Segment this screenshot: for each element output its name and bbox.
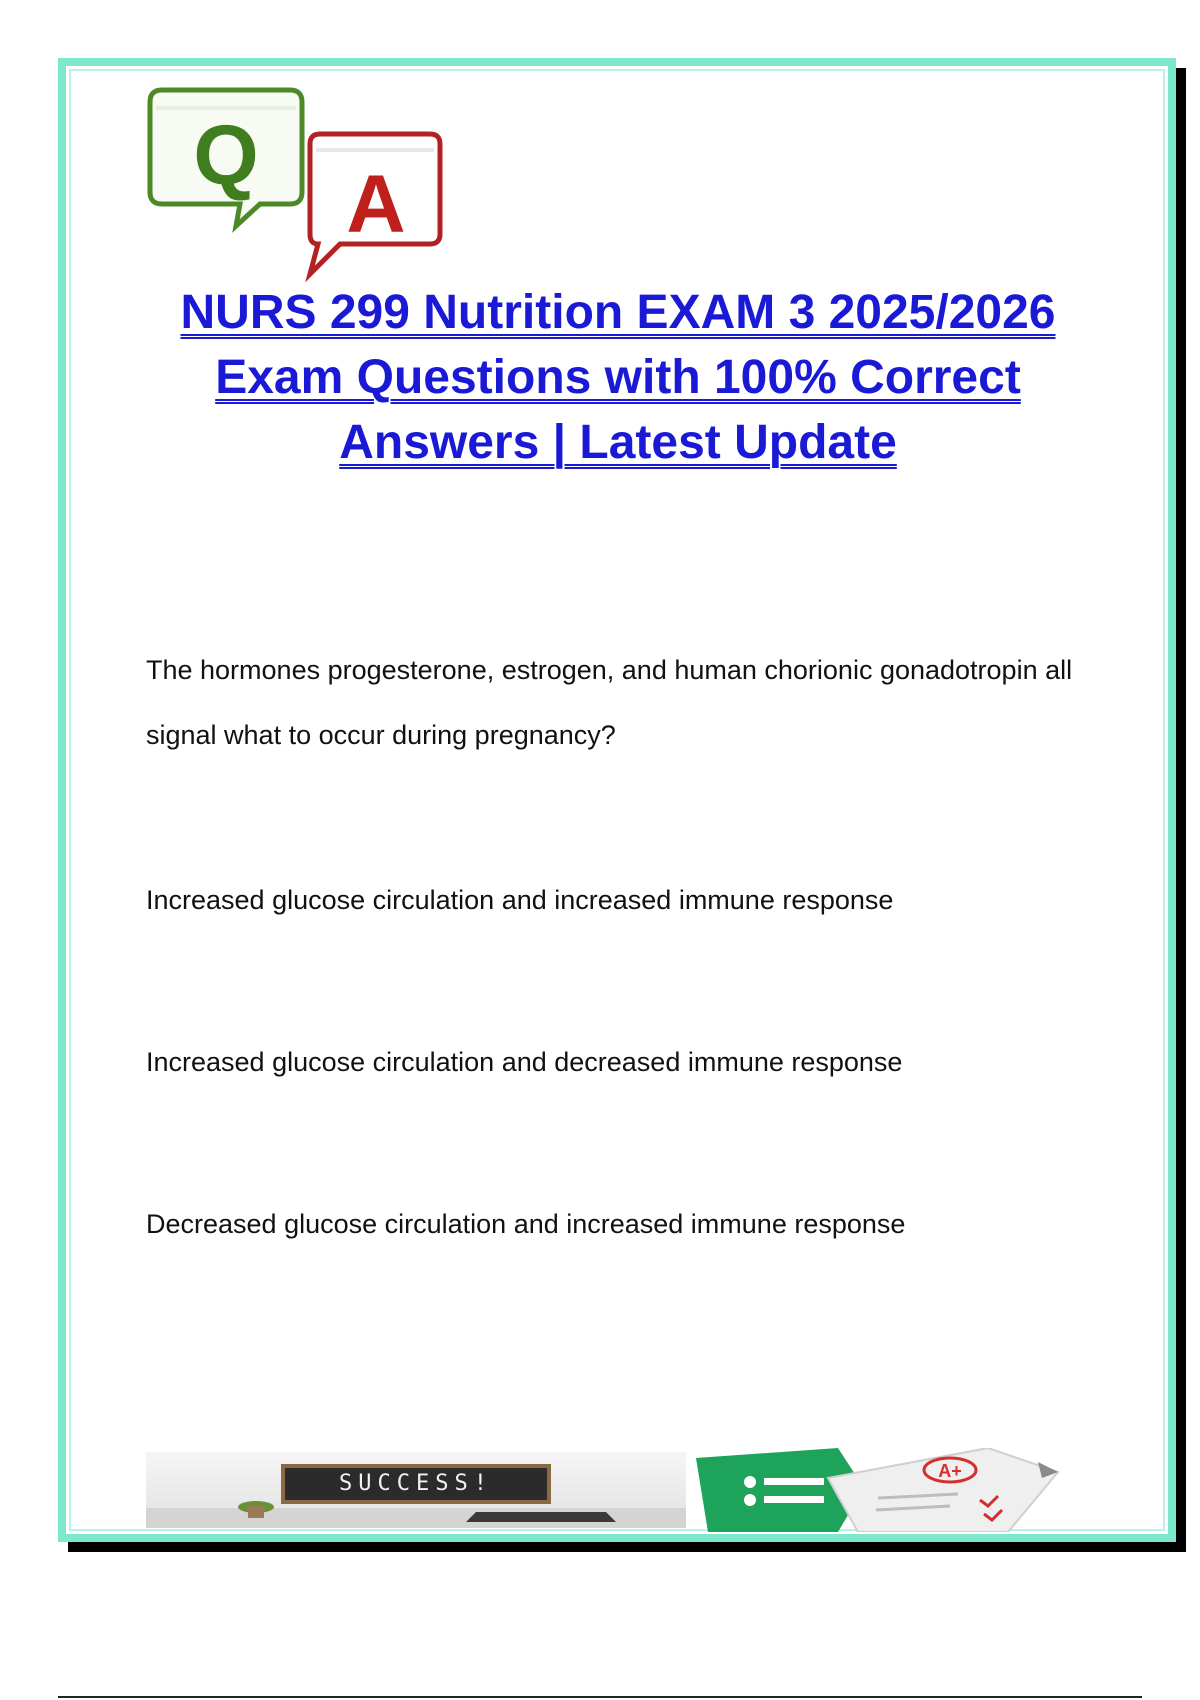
graded-paper-icon <box>828 1448 1058 1532</box>
question-bubble-icon <box>150 90 302 226</box>
logo-q-letter: Q <box>193 108 259 202</box>
success-banner-image <box>146 1452 686 1528</box>
answer-option-3: Decreased glucose circulation and increased immune response <box>146 1209 906 1239</box>
question-text: The hormones progesterone, estrogen, and human chorionic gonadotropin all signal what to occur during pregnancy? <box>146 655 1073 750</box>
page-divider <box>58 1696 1142 1698</box>
grade-stamp: A+ <box>938 1461 962 1481</box>
graded-sheets-image <box>688 1448 1068 1532</box>
qa-logo <box>140 84 490 284</box>
answer-option-1: Increased glucose circulation and increased immune response <box>146 885 894 915</box>
success-board: SUCCESS! <box>281 1464 551 1504</box>
logo-a-letter: A <box>346 159 406 250</box>
answer-option-2: Increased glucose circulation and decreased immune response <box>146 1047 903 1077</box>
document-title[interactable]: NURS 299 Nutrition EXAM 3 2025/2026 Exam Questions with 100% Correct Answers | Latest Update <box>180 286 1056 469</box>
answer-bubble-icon <box>310 134 440 274</box>
